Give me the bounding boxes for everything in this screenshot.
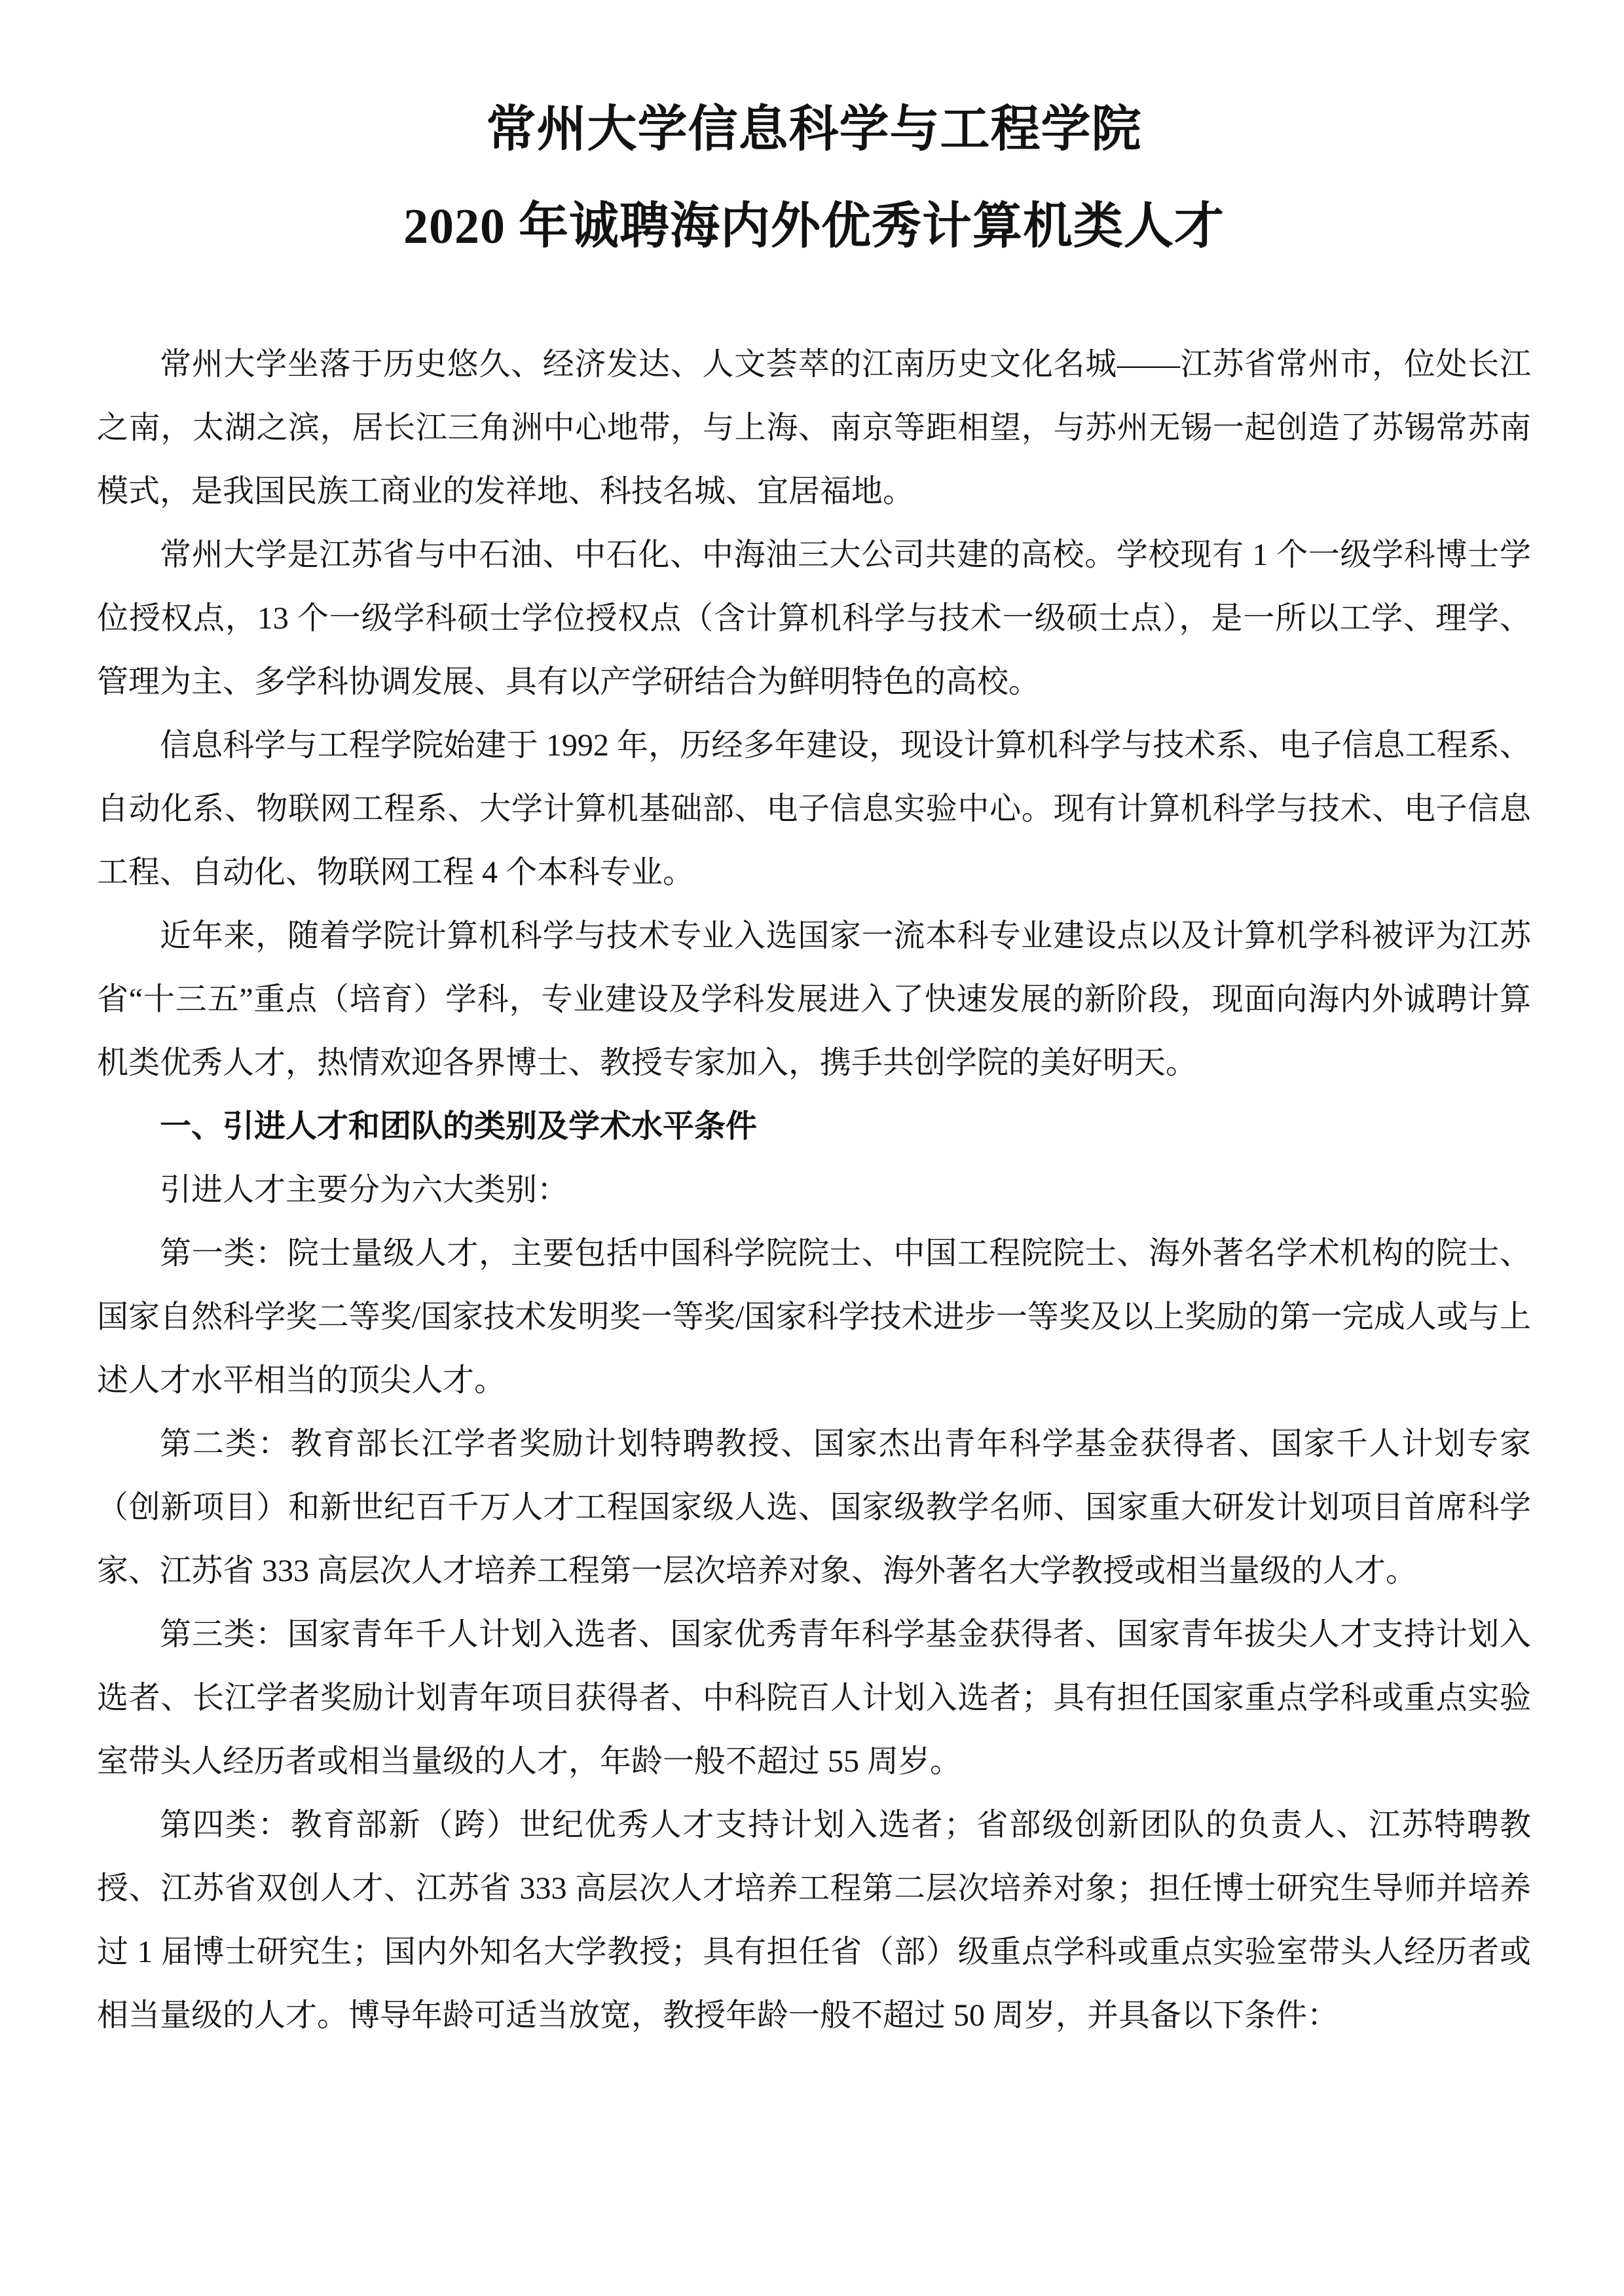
intro-paragraph-2: 常州大学是江苏省与中石油、中石化、中海油三大公司共建的高校。学校现有 1 个一级学科博士学位授权点，13 个一级学科硕士学位授权点（含计算机科学与技术一级硕士点），是一所以工学、理学、管理为主、多学科协调发展、具有以产学研结合为鲜明特色的高校。 bbox=[97, 538, 1531, 699]
page-subtitle: 2020 年诚聘海内外优秀计算机类人才 bbox=[403, 199, 1225, 254]
intro-paragraph-3: 信息科学与工程学院始建于 1992 年，历经多年建设，现设计算机科学与技术系、电子信息工程系、自动化系、物联网工程系、大学计算机基础部、电子信息实验中心。现有计算机科学与技术、电子信息工程、自动化、物联网工程 4 个本科专业。 bbox=[97, 728, 1531, 890]
category-paragraph-4: 第四类：教育部新（跨）世纪优秀人才支持计划入选者；省部级创新团队的负责人、江苏特聘教授、江苏省双创人才、江苏省 333 高层次人才培养工程第二层次培养对象；担任博士研究生导师并培养过 1 届博士研究生；国内外知名大学教授；具有担任省（部）级重点学科或重点实验室带头人经历者或相当量级的人才。博导年龄可适当放宽，教授年龄一般不超过 50 周岁，并具备以下条件： bbox=[97, 1808, 1531, 2033]
category-paragraph-3: 第三类：国家青年千人计划入选者、国家优秀青年科学基金获得者、国家青年拔尖人才支持计划入选者、长江学者奖励计划青年项目获得者、中科院百人计划入选者；具有担任国家重点学科或重点实验室带头人经历者或相当量级的人才，年龄一般不超过 55 周岁。 bbox=[97, 1617, 1531, 1779]
intro-paragraph-1: 常州大学坐落于历史悠久、经济发达、人文荟萃的江南历史文化名城——江苏省常州市，位处长江之南，太湖之滨，居长江三角洲中心地带，与上海、南京等距相望，与苏州无锡一起创造了苏锡常苏南模式，是我国民族工商业的发祥地、科技名城、宜居福地。 bbox=[97, 347, 1531, 509]
section-lead: 引进人才主要分为六大类别： bbox=[160, 1173, 569, 1207]
category-paragraph-1: 第一类：院士量级人才，主要包括中国科学院院士、中国工程院院士、海外著名学术机构的院士、国家自然科学奖二等奖/国家技术发明奖一等奖/国家科学技术进步一等奖及以上奖励的第一完成人或与上述人才水平相当的顶尖人才。 bbox=[97, 1236, 1531, 1398]
document-body bbox=[97, 333, 1531, 2047]
intro-paragraph-4: 近年来，随着学院计算机科学与技术专业入选国家一流本科专业建设点以及计算机学科被评为江苏省“十三五”重点（培育）学科，专业建设及学科发展进入了快速发展的新阶段，现面向海内外诚聘计算机类优秀人才，热情欢迎各界博士、教授专家加入，携手共创学院的美好明天。 bbox=[97, 919, 1531, 1080]
section-heading: 一、引进人才和团队的类别及学术水平条件 bbox=[160, 1109, 758, 1144]
page-title: 常州大学信息科学与工程学院 bbox=[486, 102, 1142, 157]
category-paragraph-2: 第二类：教育部长江学者奖励计划特聘教授、国家杰出青年科学基金获得者、国家千人计划专家（创新项目）和新世纪百千万人才工程国家级人选、国家级教学名师、国家重大研发计划项目首席科学家、江苏省 333 高层次人才培养工程第一层次培养对象、海外著名大学教授或相当量级的人才。 bbox=[97, 1427, 1531, 1588]
